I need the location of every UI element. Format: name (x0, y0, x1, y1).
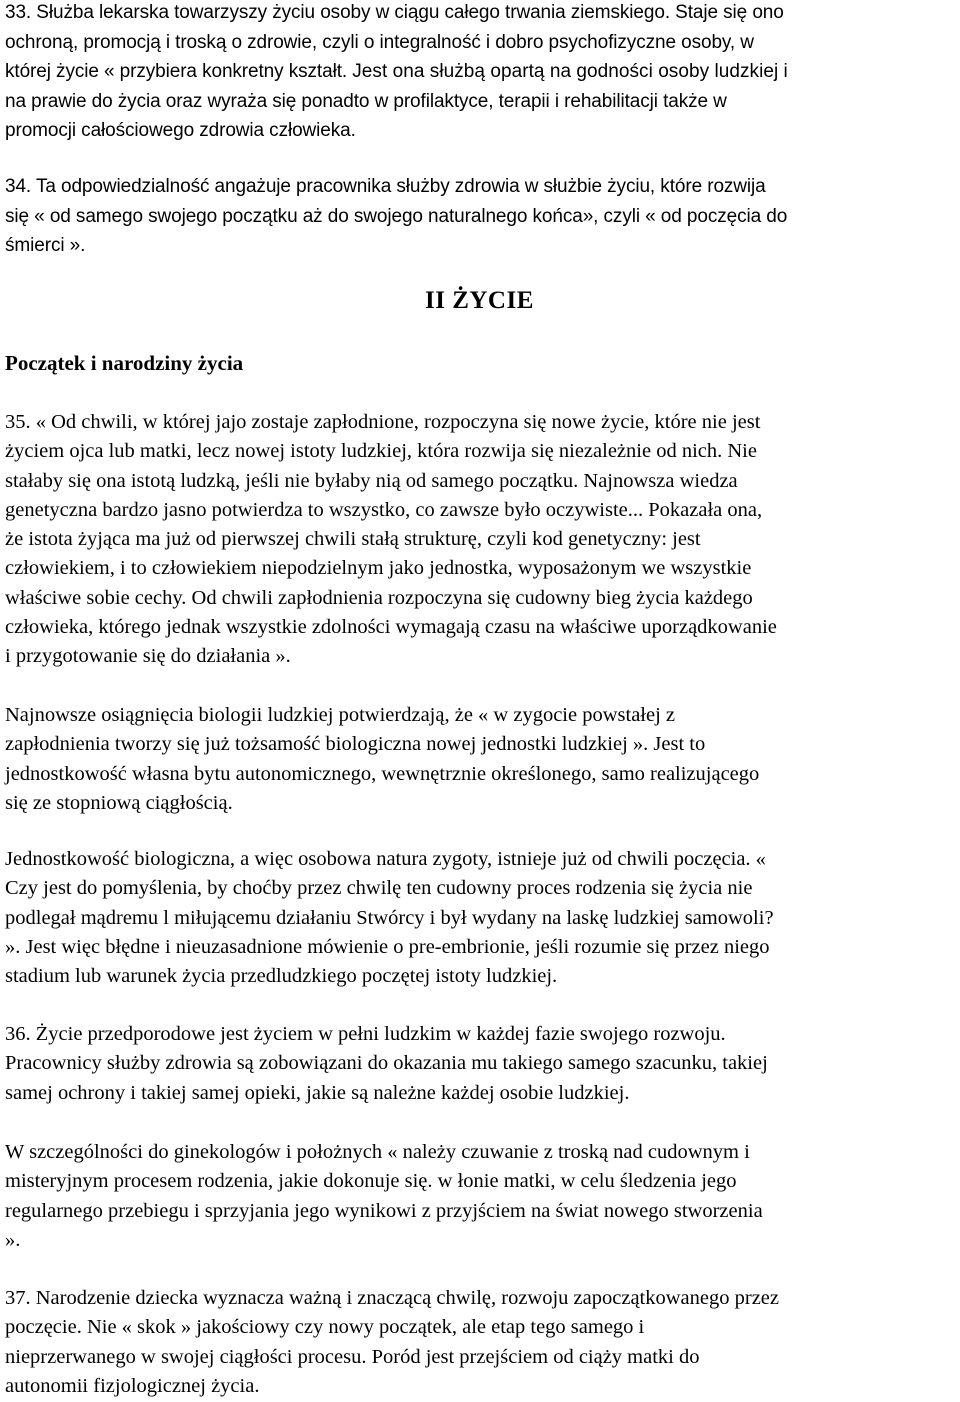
text-line: samej ochrony i takiej samej opieki, jakie są należne każdej osobie ludzkiej. (5, 1081, 630, 1104)
text-line: 33. Służba lekarska towarzyszy życiu osoby w ciągu całego trwania ziemskiego. Staje się ono (5, 2, 784, 23)
text-line: Najnowsze osiągnięcia biologii ludzkiej potwierdzają, że « w zygocie powstałej z (5, 704, 676, 726)
text-line: na prawie do życia oraz wyraża się ponadto w profilaktyce, terapii i rehabilitacji także w (5, 90, 727, 112)
section-title: Początek i narodziny życia (5, 351, 244, 375)
text-line: regularnego przebiegu i sprzyjania jego wynikowi z przyjściem na świat nowego stworzenia (5, 1199, 763, 1222)
text-fragment: której życie « przybiera konkretny kształt. (5, 61, 353, 82)
text-line: się ze stopniową ciągłością. (5, 791, 233, 814)
text-line: człowieka, którego jednak wszystkie zdolności wymagają czasu na właściwe uporządkowanie (5, 616, 777, 639)
paragraph-33 (5, 0, 960, 146)
text-line: 35. « Od chwili, w której jajo zostaje zapłodnione, rozpoczyna się nowe życie, które nie jest (5, 411, 761, 433)
text-line: 36. Życie przedporodowe jest życiem w pełni ludzkim w każdej fazie swojego rozwoju. (5, 1023, 726, 1045)
text-line: nieprzerwanego w swojej ciągłości procesu. Poród jest przejściem od ciąży matki do (5, 1345, 700, 1368)
text-line: 34. Ta odpowiedzialność angażuje pracownika służby zdrowia w służbie życiu, które rozwija (5, 176, 766, 197)
text-line: stałaby się ona istotą ludzką, jeśli nie byłaby nią od samego początku. Najnowsza wiedza (5, 469, 738, 492)
text-line: misteryjnym procesem rodzenia, jakie dokonuje się. w łonie matki, w celu śledzenia jego (5, 1170, 737, 1193)
paragraph-35b (5, 701, 960, 818)
text-line: stadium lub warunek życia przedludzkiego poczętej istoty ludzkiej. (5, 965, 558, 988)
text-line: i przygotowanie się do działania ». (5, 645, 291, 668)
text-line: autonomii fizjologicznej życia. (5, 1374, 260, 1397)
text-line: promocji całościowego zdrowia człowieka. (5, 120, 356, 141)
text-line: ». (5, 1228, 21, 1251)
paragraph-37 (5, 1284, 960, 1401)
text-line: W szczególności do ginekologów i położnych « należy czuwanie z troską nad cudownym i (5, 1141, 750, 1163)
text-line: śmierci ». (5, 235, 86, 256)
paragraph-35 (5, 408, 960, 672)
paragraph-36 (5, 1020, 960, 1108)
text-line: podlegał mądremu l miłującemu działaniu Stwórcy i był wydany na laskę ludzkiej samowoli? (5, 906, 774, 929)
text-line: 37. Narodzenie dziecka wyznacza ważną i znaczącą chwilę, rozwoju zapoczątkowanego przez (5, 1287, 779, 1309)
text-line: genetyczna bardzo jasno potwierdza to wszystko, co zawsze było oczywiste... Pokazała ona, (5, 498, 763, 521)
paragraph-36b (5, 1138, 960, 1255)
text-line (5, 57, 960, 87)
text-line: Czy jest do pomyślenia, by choćby przez chwilę ten cudowny proces rodzenia się życia nie (5, 877, 753, 900)
text-line: człowiekiem, i to człowiekiem niepodzielnym jako jednostka, wyposażonym we wszystkie (5, 557, 752, 580)
part-title: II ŻYCIE (425, 287, 534, 314)
text-line: ». Jest więc błędne i nieuzasadnione mówienie o pre-embrionie, jeśli rozumie się przez niego (5, 935, 770, 958)
text-line: Jednostkowość biologiczna, a więc osobowa natura zygoty, istnieje już od chwili poczęcia. « (5, 848, 766, 870)
text-line: Pracownicy służby zdrowia są zobowiązani do okazania mu takiego samego szacunku, takiej (5, 1052, 768, 1075)
paragraph-34 (5, 172, 960, 261)
text-line: zapłodnienia tworzy się już tożsamość biologiczna nowej jednostki ludzkiej ». Jest to (5, 733, 706, 756)
text-line: właściwe sobie cechy. Od chwili zapłodnienia rozpoczyna się cudowny bieg życia każdego (5, 586, 753, 609)
text-line: że istota żyjąca ma już od pierwszej chwili stałą strukturę, czyli kod genetyczny: jest (5, 528, 701, 551)
paragraph-35c (5, 845, 960, 991)
text-line: się « od samego swojego początku aż do swojego naturalnego końca», czyli « od poczęcia do (5, 205, 788, 227)
text-line: życiem ojca lub matki, lecz nowej istoty ludzkiej, która rozwija się niezależnie od nich. Nie (5, 440, 757, 463)
text-fragment: Jest ona służbą opartą na godności osoby ludzkiej i (352, 61, 788, 82)
text-line: jednostkowość własna bytu autonomicznego, wewnętrznie określonego, samo realizującego (5, 762, 760, 785)
text-line: poczęcie. Nie « skok » jakościowy czy nowy początek, ale etap tego samego i (5, 1316, 645, 1339)
text-line: ochroną, promocją i troską o zdrowie, czyli o integralność i dobro psychofizyczne osoby, w (5, 31, 754, 53)
